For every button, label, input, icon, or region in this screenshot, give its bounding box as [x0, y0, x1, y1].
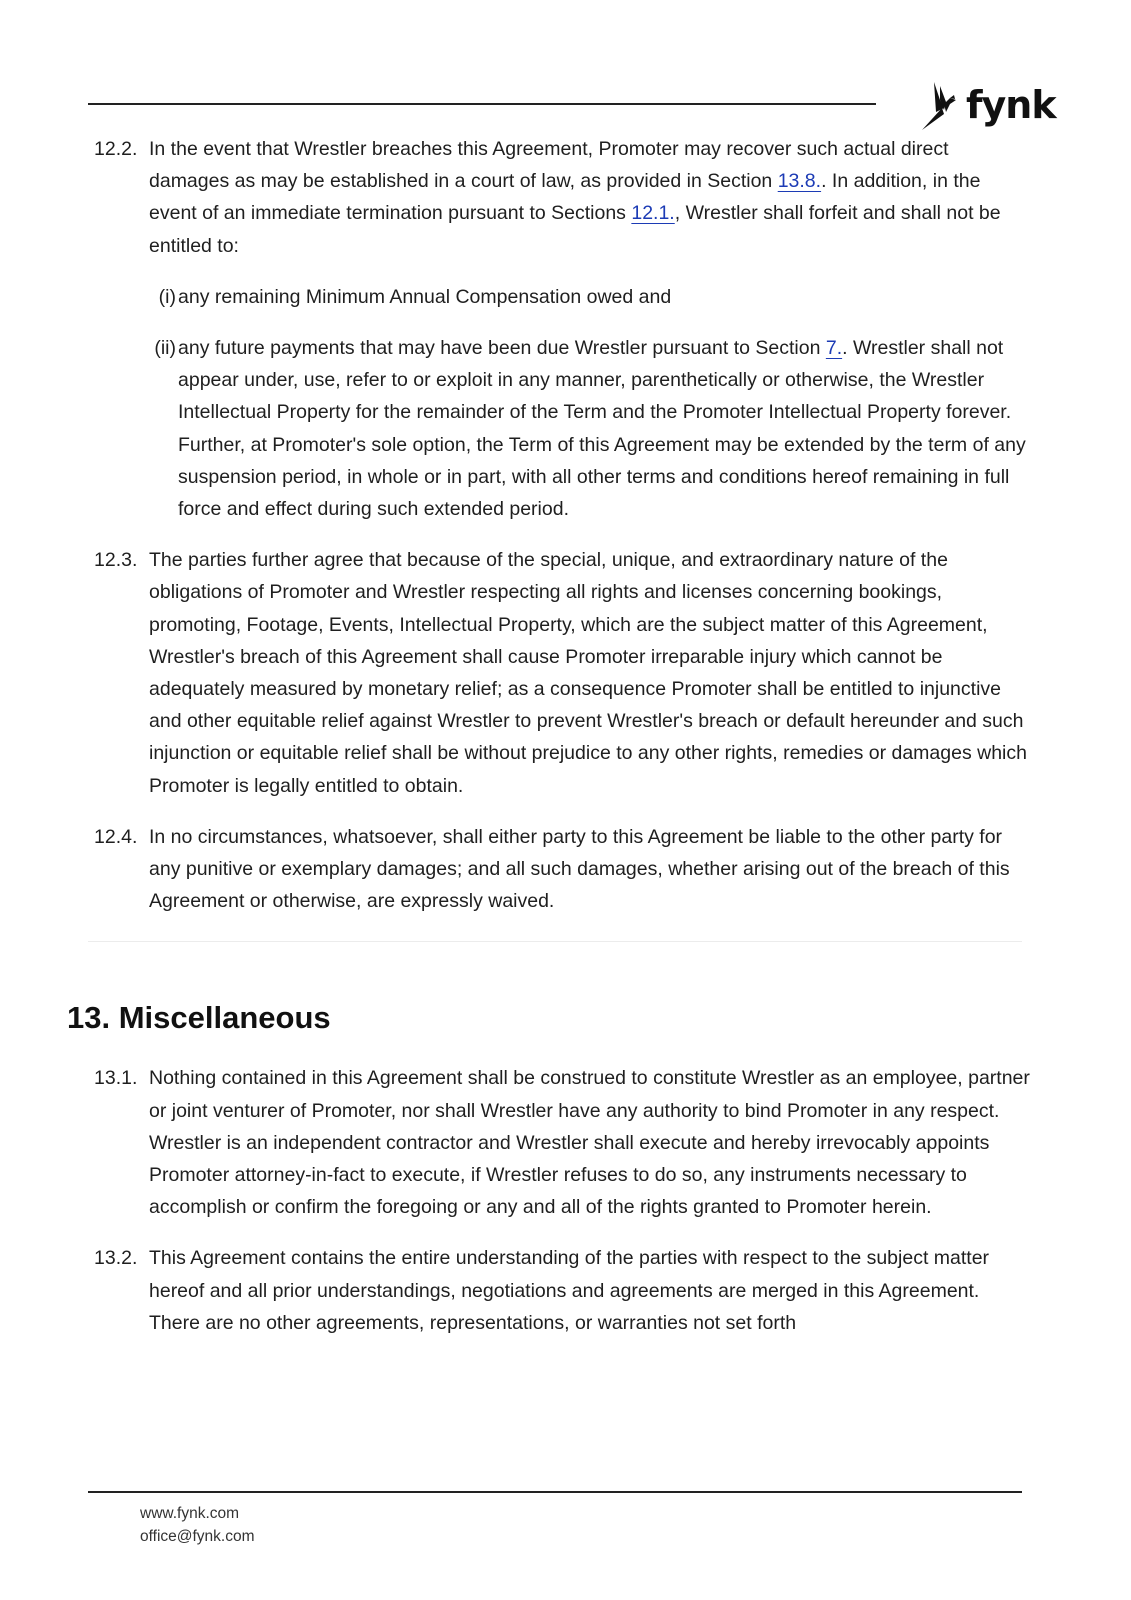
- footer-email: office@fynk.com: [140, 1528, 255, 1545]
- section-link-12-1[interactable]: 12.1.: [631, 202, 675, 225]
- clause-number: 13.2.: [94, 1247, 138, 1270]
- subitem-text: any remaining Minimum Annual Compensation owed and: [178, 285, 672, 308]
- clause-text: Nothing contained in this Agreement shall be construed to constitute Wrestler as an employee, partner or joint venturer of Promoter, nor shall Wrestler have any authority to bind Promoter in any respect. Wrestler is an independent contractor and Wrestler shall execute and hereby irrevocably appoints Promoter attorney-in-fact to execute, if Wrestler refuses to do so, any instruments necessary to accomplish or confirm the foregoing or any and all of the rights granted to Promoter herein.: [149, 1067, 1030, 1219]
- section-link-13-8[interactable]: 13.8.: [777, 170, 822, 193]
- clause-number: 12.4.: [94, 825, 138, 848]
- section-divider: [88, 941, 1022, 942]
- bird-icon: [920, 78, 964, 132]
- subitem-number: (i): [158, 285, 176, 308]
- subitem-i: [0, 281, 1131, 313]
- clause-12-2: [0, 133, 1131, 262]
- clause-13-2: [0, 1242, 1131, 1339]
- brand-logo: [920, 78, 1056, 132]
- subitem-ii: [0, 332, 1131, 525]
- header-rule: [88, 103, 876, 105]
- footer: [140, 1502, 255, 1548]
- logo-text: fynk: [966, 83, 1056, 127]
- clause-number: 12.2.: [94, 138, 138, 160]
- subitem-number: (ii): [154, 337, 176, 360]
- section-title: 13. Miscellaneous: [67, 1000, 331, 1036]
- footer-rule: [88, 1491, 1022, 1493]
- clause-text: The parties further agree that because of the special, unique, and extraordinary nature of the obligations of Promoter and Wrestler respecting all rights and licenses concerning bookings, promoting, Footage, Events, Intellectual Property, which are the subject matter of this Agreement, Wrestler's breach of this Agreement shall cause Promoter irreparable injury which cannot be adequately measured by monetary relief; as a consequence Promoter shall be entitled to injunctive and other equitable relief against Wrestler to prevent Wrestler's breach or default hereunder and such injunction or equitable relief shall be without prejudice to any other rights, remedies or damages which Promoter is legally entitled to obtain.: [149, 549, 1027, 797]
- clause-12-3: [0, 544, 1131, 802]
- document-body: [0, 133, 1131, 1339]
- clause-text: In the event that Wrestler breaches this Agreement, Promoter may recover such actual direct damages as may be established in a court of law, as provided in Section 13.8.. In addition, in the event of an immediate termination pursuant to Sections 12.1., Wrestler shall forfeit and shall not be entitled to:: [149, 138, 1001, 257]
- subitem-text: any future payments that may have been due Wrestler pursuant to Section 7.. Wrestler shall not appear under, use, refer to or exploit in any manner, parenthetically or otherwise, the Wrestler Intellectual Property for the remainder of the Term and the Promoter Intellectual Property forever. Further, at Promoter's sole option, the Term of this Agreement may be extended by the term of any suspension period, in whole or in part, with all other terms and conditions hereof remaining in full force and effect during such extended period.: [178, 337, 1026, 521]
- clause-number: 13.1.: [94, 1067, 138, 1090]
- clause-number: 12.3.: [94, 549, 138, 572]
- footer-website: www.fynk.com: [140, 1505, 240, 1522]
- clause-12-4: [0, 821, 1131, 918]
- clause-13-1: [0, 1062, 1131, 1223]
- section-link-7[interactable]: 7.: [825, 337, 843, 360]
- clause-text: This Agreement contains the entire understanding of the parties with respect to the subject matter hereof and all prior understandings, negotiations and agreements are merged in this Agreement. There are no other agreements, representations, or warranties not set forth: [149, 1247, 990, 1334]
- clause-text: In no circumstances, whatsoever, shall either party to this Agreement be liable to the other party for any punitive or exemplary damages; and all such damages, whether arising out of the breach of this Agreement or otherwise, are expressly waived.: [149, 825, 1010, 913]
